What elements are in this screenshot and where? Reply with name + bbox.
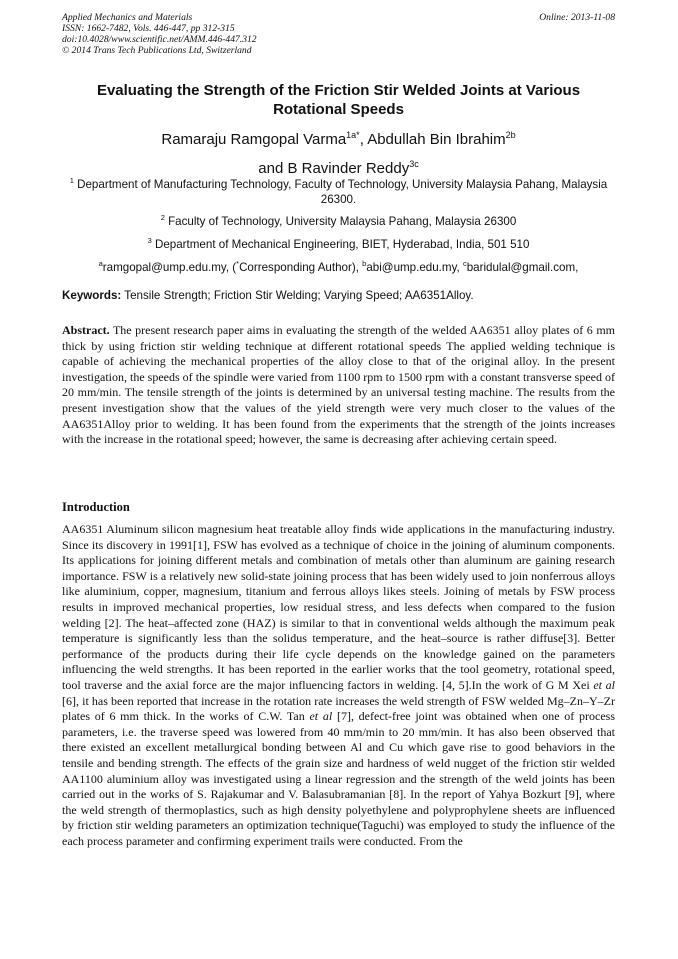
author-3-name: and B Ravinder Reddy — [258, 160, 410, 177]
doi-line: doi:10.4028/www.scientific.net/AMM.446-447.312 — [62, 34, 257, 45]
copyright-line: © 2014 Trans Tech Publications Ltd, Switzerland — [62, 45, 252, 56]
author-1-sup: 1a* — [346, 130, 360, 140]
affiliation-3-sup: 3 — [147, 236, 152, 246]
keywords-label: Keywords: — [62, 289, 122, 302]
intro-text-2: [6], it has been reported that increase in the rotation rate increases the weld strength of FSW welded Mg–Zn–Y–Zr plates of 6 mm thick. In the works of C.W. Tan — [62, 693, 615, 724]
email-b-text: abi@ump.edu.my, — [366, 260, 463, 274]
intro-etal-1: et al — [593, 677, 615, 692]
email-b-sup: b — [362, 258, 367, 268]
introduction-paragraph — [62, 522, 615, 849]
author-2-sup: 2b — [505, 130, 516, 140]
intro-etal-2: et al — [309, 709, 333, 724]
online-date: Online: 2013-11-08 — [539, 12, 615, 23]
affiliation-2-sup: 2 — [160, 213, 165, 223]
author-separator: , — [359, 131, 368, 148]
email-c-sup: c — [462, 258, 467, 268]
email-star-text: Corresponding Author), — [239, 260, 363, 274]
email-star-sup: * — [236, 258, 240, 268]
keywords-line — [62, 289, 615, 303]
author-2-name: Abdullah Bin Ibrahim — [367, 131, 506, 148]
affiliation-1 — [62, 174, 615, 207]
journal-info — [62, 12, 257, 56]
intro-text-3: [7], defect-free joint was obtained when one of process parameters, i.e. the traverse speed was lowered from 40 mm/min to 20 mm/min. It has also been observed that there existed an excellent metallurgical bonding between Al and Cu which gave rise to good behaviors in the tensile and bending strength. The effects of the grain size and hardness of weld nugget of the friction stir welded AA1100 aluminium alloy was investigated using a linear regression and the strength of the weld joints has been carried out in the works of S. Rajakumar and V. Balasubramanian [8]. In the report of Yahya Bozkurt [9], where the weld strength of thermoplastics, such as high density polyethylene and polyprophylene sheets are influenced by friction stir welding parameters an optimization technique(Taguchi) was employed to study the influence of the each process parameter and confirming experiment trails were conducted. From the — [62, 709, 616, 848]
author-line-1 — [62, 123, 615, 152]
introduction-heading: Introduction — [62, 500, 130, 514]
affiliations — [62, 174, 615, 279]
paper-title: Evaluating the Strength of the Friction Stir Welded Joints at Various Rotational Speeds — [96, 82, 581, 118]
issn-line: ISSN: 1662-7482, Vols. 446-447, pp 312-315 — [62, 23, 235, 34]
email-a-sup: a — [98, 258, 103, 268]
affiliation-1-sup: 1 — [69, 176, 74, 185]
abstract-paragraph — [62, 323, 615, 448]
affiliation-2-text: Faculty of Technology, University Malaysia Pahang, Malaysia 26300 — [164, 215, 517, 229]
email-c-text: baridulal@gmail.com, — [466, 260, 579, 274]
affiliation-3 — [62, 234, 615, 253]
keywords-text: Tensile Strength; Friction Stir Welding; Varying Speed; AA6351Alloy. — [121, 289, 474, 302]
email-a-text: ramgopal@ump.edu.my, ( — [102, 260, 237, 274]
abstract-text: The present research paper aims in evaluating the strength of the welded AA6351 alloy plates of 6 mm thick by using friction stir welding technique at different rotational speeds The applied welding technique is capable of achieving the mechanical properties of the alloy close to that of the original alloy. In the present investigation, the speeds of the spindle were varied from 1100 rpm to 1500 rpm with a constant transverse speed of 20 mm/min. The tensile strength of the joints is determined by an universal testing machine. The results from the present investigation show that the values of the yield strength were very much closer to the values of the AA6351Alloy prior to welding. It has been found from the experiments that the strength of the joints increases with the increase in the rotational speed; however, the same is decreasing after achieving certain speed. — [62, 323, 615, 447]
author-list — [62, 123, 615, 181]
author-3-sup: 3c — [409, 159, 419, 169]
affiliation-1-text: Department of Manufacturing Technology, Faculty of Technology, University Malaysia Pahang, Malaysia 26300. — [73, 177, 608, 206]
email-line — [62, 257, 615, 276]
abstract-label: Abstract. — [62, 323, 110, 337]
author-1-name: Ramaraju Ramgopal Varma — [161, 131, 347, 148]
affiliation-2 — [62, 211, 615, 230]
journal-name: Applied Mechanics and Materials — [62, 12, 193, 23]
affiliation-3-text: Department of Mechanical Engineering, BIET, Hyderabad, India, 501 510 — [151, 237, 530, 251]
intro-text-1: AA6351 Aluminum silicon magnesium heat treatable alloy finds wide applications in the manufacturing industry. Since its discovery in 1991[1], FSW has evolved as a technique of choice in the joining of aluminum components. Its applications for joining different metals and combination of metals other than aluminum are gaining research importance. FSW is a relatively new solid-state joining process that has been widely used to join nonferrous alloys like aluminium, copper, magnesium, titanium and ferrous alloys likes steels. Joining of metals by FSW process results in improved mechanical properties, low residual stress, and less defects when compared to the fusion welding [2]. The heat–affected zone (HAZ) is similar to that in conventional welds although the maximum peak temperature is significantly less than the solidus temperature, and the heat–source is rather diffuse[3]. Better performance of the products during their life cycle depends on the knowledge gained on the parameters influencing the weld strengths. It has been reported in the earlier works that the tool geometry, rotational speed, tool traverse and the axial force are the major influencing factors in welding. [4, 5].In the work of G M Xei — [62, 522, 615, 692]
